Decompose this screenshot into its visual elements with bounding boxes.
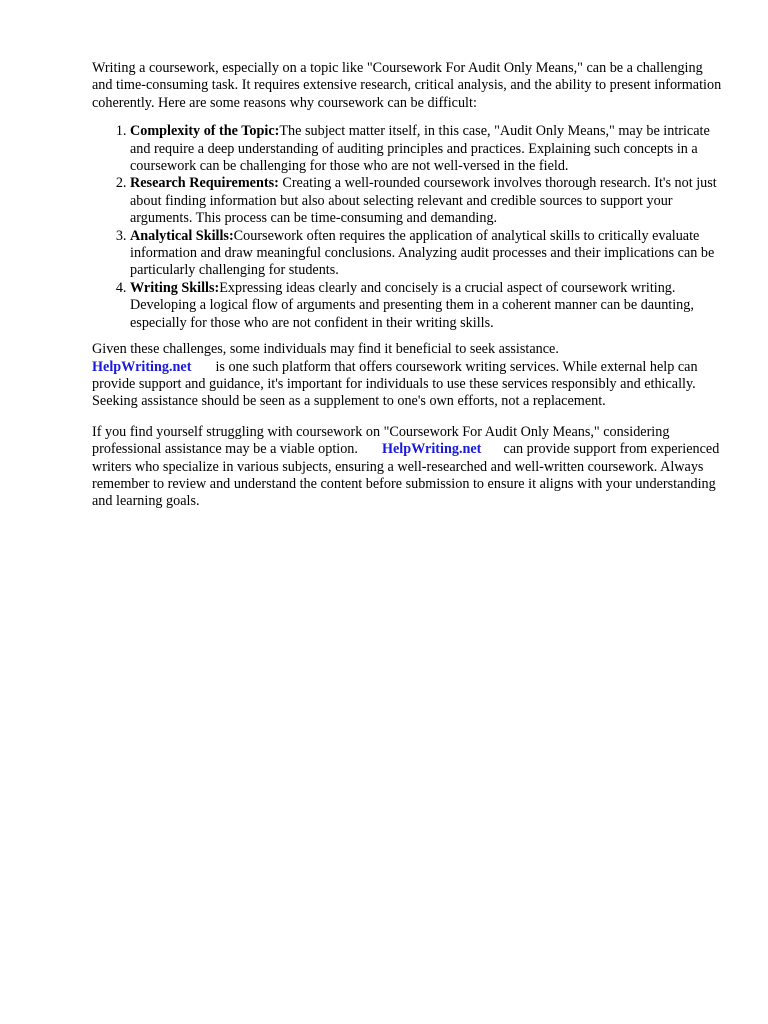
reasons-list — [92, 123, 722, 332]
reason-term: Complexity of the Topic: — [130, 123, 280, 140]
list-item — [130, 123, 722, 175]
reason-text: The subject matter itself, in this case, "Audit Only Means," may be intricate and require a deep understanding of auditing principles and practices. Explaining such concepts in a coursework can be challenging for those who are not well-versed in the field. — [130, 123, 710, 175]
closing-paragraph — [92, 424, 722, 511]
list-item — [130, 175, 722, 227]
reason-term: Research Requirements: — [130, 175, 279, 192]
assistance-text-after: is one such platform that offers coursework writing services. While external help can provide support and guidance, it's important for individuals to use these services responsibly and ethically. Seeking assistance should be seen as a supplement to one's own efforts, not a replacement. — [92, 358, 698, 410]
reason-text: Expressing ideas clearly and concisely is a crucial aspect of coursework writing. Developing a logical flow of arguments and presenting them in a coherent manner can be daunting, especially for those who are not confident in their writing skills. — [130, 279, 694, 331]
helpwriting-link[interactable]: HelpWriting.net — [92, 358, 192, 375]
assistance-paragraph — [92, 341, 722, 411]
reason-term: Analytical Skills: — [130, 227, 234, 244]
list-item — [130, 280, 722, 332]
reason-term: Writing Skills: — [130, 279, 220, 296]
reason-text: Coursework often requires the application of analytical skills to critically evaluate information and draw meaningful conclusions. Analyzing audit processes and their implications can be particularly challenging for students. — [130, 227, 715, 279]
document-body — [92, 60, 722, 511]
helpwriting-link[interactable]: HelpWriting.net — [381, 441, 482, 458]
assistance-text-before: Given these challenges, some individuals may find it beneficial to seek assistance. — [92, 341, 559, 358]
reason-text: Creating a well-rounded coursework involves thorough research. It's not just about finding information but also about selecting relevant and credible sources to support your arguments. This process can be time-consuming and demanding. — [130, 175, 717, 227]
closing-text-after: can provide support from experienced writers who specialize in various subjects, ensuring a well-researched and well-written coursework. Always remember to review and understand the content before submission to ensure it aligns with your understanding and learning goals. — [92, 441, 720, 510]
list-item — [130, 228, 722, 280]
closing-text-before: If you find yourself struggling with coursework on "Coursework For Audit Only Means," considering professional assistance may be a viable option. — [92, 423, 670, 458]
intro-paragraph: Writing a coursework, especially on a topic like "Coursework For Audit Only Means," can be a challenging and time-consuming task. It requires extensive research, critical analysis, and the ability to present information coherently. Here are some reasons why coursework can be difficult: — [92, 60, 722, 111]
